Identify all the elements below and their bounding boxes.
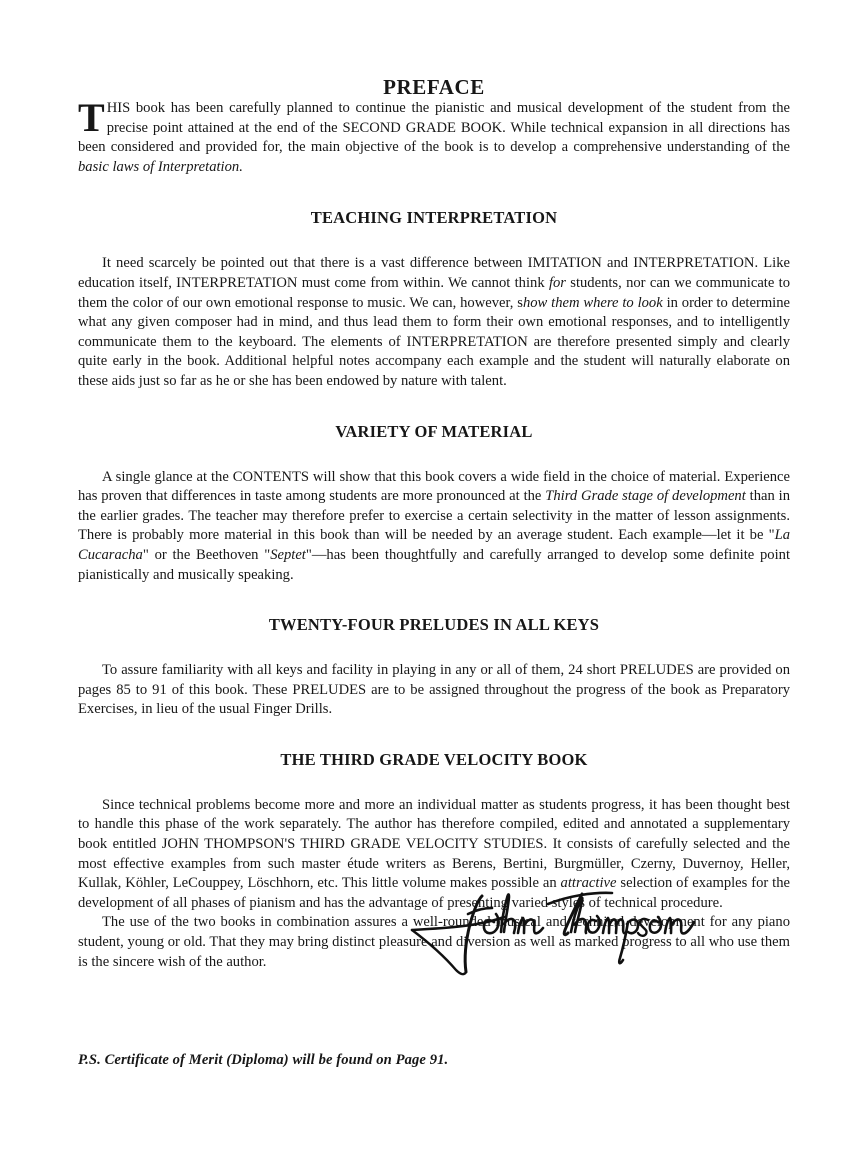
text-run-italic: La Cucaracha bbox=[78, 527, 790, 563]
section-paragraph-variety-of-material bbox=[78, 468, 790, 586]
section-paragraph-teaching-interpretation bbox=[78, 254, 790, 391]
text-run-italic: Septet bbox=[270, 546, 306, 563]
text-run: than in the earlier grades. The teacher may therefore prefer to exercise a certain selectivity in the matter of lesson assignments. There is probably more material in this book than will be needed by an average student. Each example—let it be " bbox=[78, 488, 790, 544]
text-run-italic: how them where to look bbox=[522, 294, 663, 311]
text-run-italic: for bbox=[548, 275, 566, 292]
section-heading-twenty-four-preludes: TWENTY-FOUR PRELUDES IN ALL KEYS bbox=[268, 615, 600, 635]
page-title: PREFACE bbox=[383, 75, 485, 99]
text-run: in order to determine what any given composer had in mind, and thus lead them to form their own emotional responses, and to intelligently communicate them to the keyboard. The elements of INTERPRETATION are therefore presented simply and clearly quite early in the book. Additional helpful notes accompany each example and the student will naturally elaborate on these aids just so far as he or she has been endowed by nature with talent. bbox=[78, 294, 790, 389]
signature-john-thompson bbox=[408, 866, 708, 986]
section-heading-third-grade-velocity-book: THE THIRD GRADE VELOCITY BOOK bbox=[280, 749, 588, 769]
text-run: The use of the two books in combination assures a well-rounded musical and technical development for any piano student, young or old. That they may bring distinct pleasure and diversion as well as marked progress to all who use them is the sincere wish of the author. bbox=[78, 914, 790, 970]
text-run: "—has been thoughtfully and carefully arranged to develop some definite point pianistically and musically speaking. bbox=[78, 546, 790, 583]
text-run: A single glance at the CONTENTS will show that this book covers a wide field in the choice of material. Experience has proven that differences in taste among students are more pronounced at the bbox=[78, 468, 790, 505]
text-run: To assure familiarity with all keys and facility in playing in any or all of them, 24 short PRELUDES are provided on pages 85 to 91 of this book. These PRELUDES are to be assigned throughout the progress of the book as Preparatory Exercises, in lieu of the usual Finger Drills. bbox=[78, 662, 790, 718]
page-content bbox=[78, 0, 790, 972]
intro-italic-run: basic laws of Interpretation. bbox=[78, 158, 243, 175]
section-paragraph-twenty-four-preludes bbox=[78, 661, 790, 720]
text-run: students, nor can we communicate to them the color of our own emotional response to music. We can, however, s bbox=[78, 275, 791, 311]
text-run-italic: attractive bbox=[560, 875, 617, 892]
text-run: Since technical problems become more and more an individual matter as students progress, it has been thought best to handle this phase of the work separately. The author has therefore compiled, edited and annotated a supplementary book entitled JOHN THOMPSON'S THIRD GRADE VELOCITY STUDIES. It consists of carefully selected and the most effective examples from such master étude writers as Berens, Bertini, Burgmüller, Czerny, Duvernoy, Heller, Kullak, Köhler, LeCouppey, Löschhorn, etc. This little volume makes possible an bbox=[78, 796, 790, 892]
intro-text-run: HIS book has been carefully planned to continue the pianistic and musical development of the student from the precise point attained at the end of the SECOND GRADE BOOK. While technical expansion in all directions has been considered and provided for, the main objective of the book is to develop a comprehensive understanding of the bbox=[78, 100, 790, 156]
postscript-note: P.S. Certificate of Merit (Diploma) will be found on Page 91. bbox=[78, 1052, 449, 1068]
section-heading-teaching-interpretation: TEACHING INTERPRETATION bbox=[310, 208, 558, 228]
text-run: selection of examples for the development of all phases of pianism and has the advantage of presenting varied styles of technical procedure. bbox=[78, 875, 790, 911]
text-run: " or the Beethoven " bbox=[142, 546, 271, 563]
signature-block bbox=[0, 866, 864, 996]
intro-paragraph bbox=[78, 95, 790, 177]
section-heading-variety-of-material: VARIETY OF MATERIAL bbox=[335, 421, 533, 441]
drop-cap-letter: T bbox=[78, 95, 105, 141]
text-run: It need scarcely be pointed out that there is a vast difference between IMITATION and INTERPRETATION. Like education itself, INTERPRETATION must come from within. We cannot think bbox=[78, 255, 790, 292]
text-run-italic: Third Grade stage of development bbox=[545, 488, 746, 505]
